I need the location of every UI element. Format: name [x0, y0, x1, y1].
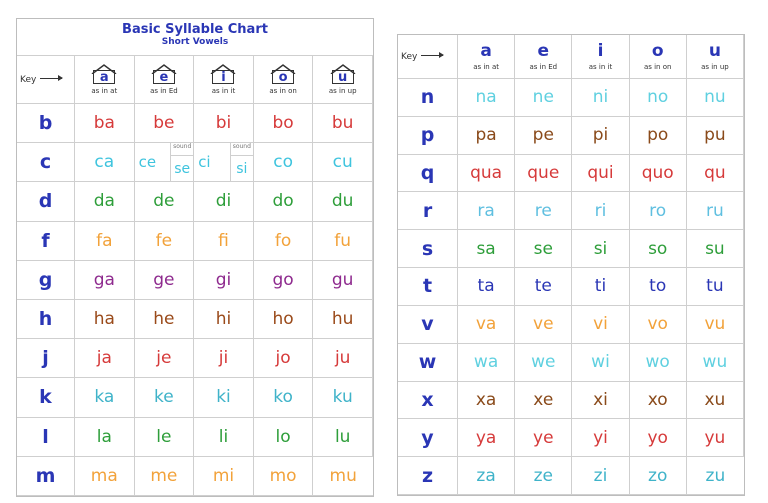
consonant-s: s	[398, 230, 458, 268]
syllable-cell	[135, 457, 195, 496]
consonant-g: g	[17, 261, 75, 300]
syllable-cell	[687, 306, 744, 344]
syllable-text: co	[273, 152, 293, 173]
syllable-cell	[254, 222, 314, 261]
syllable-text: te	[534, 276, 552, 297]
syllable-cell	[515, 268, 572, 306]
syllable-text: ba	[93, 113, 115, 134]
syllable-cell	[135, 222, 195, 261]
consonant-n: n	[398, 79, 458, 117]
chart-subtitle: Short Vowels	[161, 37, 229, 47]
vowel-header-e	[515, 35, 572, 79]
syllable-text: wo	[645, 352, 670, 373]
consonant-q: q	[398, 155, 458, 193]
syllable-cell	[630, 457, 687, 495]
syllable-cell	[687, 457, 744, 495]
syllable-cell	[194, 182, 254, 221]
syllable-text: pa	[475, 125, 497, 146]
syllable-cell	[687, 344, 744, 382]
syllable-text: ge	[153, 269, 175, 290]
syllable-cell	[254, 143, 314, 182]
syllable-text: se	[533, 238, 553, 259]
syllable-cell	[313, 378, 373, 417]
syllable-text: su	[705, 238, 725, 259]
syllable-cell	[515, 230, 572, 268]
syllable-text: za	[476, 465, 496, 486]
syllable-cell	[687, 192, 744, 230]
vowel-example: as in up	[701, 62, 729, 71]
syllable-text: fi	[218, 230, 229, 251]
vowel-letter: u	[708, 40, 721, 61]
syllable-cell	[313, 457, 373, 496]
syllable-cell	[135, 182, 195, 221]
syllable-text: gu	[331, 269, 354, 290]
syllable-text: que	[527, 163, 560, 184]
syllable-text: yo	[647, 427, 668, 448]
syllable-cell	[630, 155, 687, 193]
right-grid	[398, 35, 744, 495]
syllable-cell	[313, 222, 373, 261]
syllable-text: bi	[215, 113, 232, 134]
syllable-cell	[313, 261, 373, 300]
syllable-cell	[630, 382, 687, 420]
vowel-header-a	[458, 35, 515, 79]
syllable-text: he	[153, 309, 175, 330]
syllable-cell	[313, 300, 373, 339]
syllable-text: xo	[647, 389, 668, 410]
syllable-text: pe	[532, 125, 554, 146]
syllable-text: be	[153, 113, 175, 134]
syllable-text: go	[272, 269, 294, 290]
syllable-cell	[313, 339, 373, 378]
vowel-example: as in at	[91, 87, 118, 95]
consonant-x: x	[398, 382, 458, 420]
syllable-cell	[687, 79, 744, 117]
vowel-header-i	[194, 56, 254, 104]
syllable-cell	[75, 182, 135, 221]
syllable-cell	[135, 378, 195, 417]
syllable-cell	[75, 261, 135, 300]
syllable-text: va	[475, 314, 497, 335]
syllable-text: ru	[706, 200, 724, 221]
syllable-cell	[458, 79, 515, 117]
syllable-cell	[572, 419, 629, 457]
vowel-header-a	[75, 56, 135, 104]
syllable-text: ca	[94, 152, 115, 173]
syllable-text: yu	[704, 427, 726, 448]
syllable-cell	[254, 261, 314, 300]
syllable-cell	[630, 230, 687, 268]
syllable-text: je	[156, 348, 172, 369]
vowel-letter: i	[597, 40, 604, 61]
consonant-d: d	[17, 182, 75, 221]
vowel-letter: a	[480, 40, 492, 61]
syllable-text: quo	[641, 163, 674, 184]
vowel-example: as in it	[211, 87, 236, 95]
syllable-cell	[687, 419, 744, 457]
syllable-text: ga	[93, 269, 115, 290]
consonant-w: w	[398, 344, 458, 382]
syllable-text: ma	[90, 465, 118, 486]
vowel-example: as in on	[269, 87, 297, 95]
consonant-m: m	[17, 457, 75, 496]
vowel-example: as in up	[328, 87, 357, 95]
syllable-text: cu	[332, 152, 353, 173]
consonant-b: b	[17, 104, 75, 143]
sound-note: sound	[231, 143, 253, 156]
sound-alternative	[170, 143, 193, 181]
vowel-letter: a	[93, 70, 115, 84]
syllable-cell	[313, 182, 373, 221]
syllable-cell	[194, 261, 254, 300]
syllable-cell	[572, 306, 629, 344]
syllable-text: lo	[275, 426, 291, 447]
syllable-text: si	[593, 238, 608, 259]
syllable-cell	[254, 378, 314, 417]
vowel-example: as in Ed	[529, 62, 558, 71]
key-label	[398, 35, 458, 79]
syllable-text: to	[649, 276, 667, 297]
syllable-cell	[458, 457, 515, 495]
syllable-cell	[572, 457, 629, 495]
syllable-text: fo	[274, 230, 292, 251]
syllable-cell	[75, 222, 135, 261]
vowel-letter: i	[212, 70, 234, 84]
consonant-p: p	[398, 117, 458, 155]
arrow-icon	[40, 78, 62, 79]
vowel-example: as in on	[643, 62, 672, 71]
syllable-cell	[194, 300, 254, 339]
syllable-cell	[515, 192, 572, 230]
syllable-text: xe	[533, 389, 554, 410]
syllable-cell	[194, 378, 254, 417]
syllable-cell	[515, 155, 572, 193]
syllable-cell	[75, 339, 135, 378]
syllable-text: jo	[275, 348, 291, 369]
syllable-text: ho	[272, 309, 294, 330]
syllable-cell	[254, 418, 314, 457]
syllable-text: no	[647, 87, 669, 108]
syllable-cell	[572, 382, 629, 420]
syllable-text: ke	[154, 387, 174, 408]
key-text: Key	[401, 51, 418, 62]
syllable-text: wa	[473, 352, 499, 373]
left-grid	[17, 56, 373, 496]
vowel-header-u	[313, 56, 373, 104]
syllable-cell	[630, 192, 687, 230]
vowel-header-u	[687, 35, 744, 79]
syllable-cell	[135, 143, 195, 182]
syllable-text: zo	[648, 465, 668, 486]
syllable-text: ko	[273, 387, 293, 408]
syllable-text: hi	[215, 309, 232, 330]
syllable-cell	[458, 306, 515, 344]
syllable-cell	[194, 339, 254, 378]
syllable-text: ri	[594, 200, 607, 221]
syllable-text: lu	[334, 426, 351, 447]
syllable-text: yi	[593, 427, 608, 448]
syllable-text: gi	[215, 269, 232, 290]
syllable-cell	[135, 261, 195, 300]
consonant-f: f	[17, 222, 75, 261]
syllable-text: li	[218, 426, 229, 447]
syllable-text: we	[531, 352, 556, 373]
syllable-cell	[458, 155, 515, 193]
syllable-text: bo	[272, 113, 294, 134]
syllable-text: ju	[334, 348, 351, 369]
house-icon	[270, 64, 296, 84]
syllable-cell	[458, 268, 515, 306]
vowel-example: as in at	[473, 62, 499, 71]
syllable-text: wu	[702, 352, 728, 373]
syllable-text: mo	[269, 465, 297, 486]
syllable-text: po	[647, 125, 669, 146]
syllable-cell	[254, 457, 314, 496]
syllable-text: hu	[331, 309, 354, 330]
syllable-split	[194, 143, 253, 181]
syllable-text: de	[153, 191, 175, 212]
syllable-text: xi	[593, 389, 608, 410]
syllable-cell	[254, 104, 314, 143]
vowel-header-i	[572, 35, 629, 79]
house-icon	[330, 64, 356, 84]
alt-syllable-text: si	[236, 160, 248, 177]
syllable-text: so	[648, 238, 668, 259]
syllable-split	[135, 143, 194, 181]
syllable-cell	[75, 104, 135, 143]
vowel-example: as in Ed	[150, 87, 178, 95]
syllable-text: ki	[216, 387, 231, 408]
consonant-y: y	[398, 419, 458, 457]
syllable-text: vi	[593, 314, 608, 335]
syllable-cell	[458, 419, 515, 457]
syllable-cell	[572, 155, 629, 193]
syllable-text: ha	[93, 309, 115, 330]
syllable-text: ne	[532, 87, 554, 108]
syllable-text: du	[331, 191, 354, 212]
syllable-cell	[75, 457, 135, 496]
syllable-text: qu	[704, 163, 726, 184]
syllable-cell	[135, 300, 195, 339]
syllable-text: ce	[138, 153, 157, 172]
house-icon	[210, 64, 236, 84]
syllable-cell	[75, 300, 135, 339]
syllable-cell	[515, 306, 572, 344]
syllable-text: do	[272, 191, 294, 212]
syllable-text: fe	[155, 230, 173, 251]
syllable-cell	[194, 418, 254, 457]
consonant-l: l	[17, 418, 75, 457]
syllable-text: xu	[704, 389, 726, 410]
syllable-text: sa	[476, 238, 496, 259]
house-icon	[151, 64, 177, 84]
consonant-j: j	[17, 339, 75, 378]
syllable-text: ka	[94, 387, 115, 408]
vowel-letter: e	[537, 40, 550, 61]
syllable-cell	[572, 344, 629, 382]
vowel-letter: e	[153, 70, 175, 84]
syllable-cell	[254, 339, 314, 378]
house-icon	[91, 64, 117, 84]
syllable-cell	[687, 230, 744, 268]
syllable-cell	[687, 155, 744, 193]
syllable-text: mi	[212, 465, 235, 486]
syllable-cell	[313, 418, 373, 457]
chart-title: Basic Syllable Chart	[122, 22, 268, 37]
syllable-cell	[572, 192, 629, 230]
syllable-text: ni	[592, 87, 609, 108]
syllable-text: ti	[594, 276, 607, 297]
syllable-cell	[572, 230, 629, 268]
syllable-cell	[313, 104, 373, 143]
sound-note: sound	[171, 143, 193, 156]
syllable-cell	[313, 143, 373, 182]
syllable-cell	[630, 306, 687, 344]
syllable-cell	[75, 418, 135, 457]
syllable-text: mu	[329, 465, 357, 486]
syllable-text: wi	[591, 352, 610, 373]
syllable-text: pu	[704, 125, 726, 146]
key-text: Key	[20, 74, 37, 85]
syllable-text: ji	[218, 348, 229, 369]
syllable-cell	[135, 104, 195, 143]
syllable-cell	[135, 339, 195, 378]
syllable-cell	[630, 419, 687, 457]
consonant-t: t	[398, 268, 458, 306]
syllable-text: tu	[706, 276, 724, 297]
syllable-cell	[630, 79, 687, 117]
syllable-text: xa	[475, 389, 497, 410]
syllable-text: di	[215, 191, 232, 212]
syllable-cell	[194, 457, 254, 496]
syllable-text: na	[475, 87, 497, 108]
syllable-cell	[687, 117, 744, 155]
left-syllable-chart	[16, 18, 374, 497]
consonant-v: v	[398, 306, 458, 344]
syllable-cell	[135, 418, 195, 457]
vowel-letter: u	[332, 70, 354, 84]
consonant-z: z	[398, 457, 458, 495]
syllable-text: vo	[647, 314, 668, 335]
key-label	[17, 56, 75, 104]
vowel-header-e	[135, 56, 195, 104]
syllable-cell	[515, 79, 572, 117]
syllable-cell	[194, 222, 254, 261]
syllable-cell	[458, 192, 515, 230]
syllable-cell	[75, 143, 135, 182]
vowel-letter: o	[651, 40, 664, 61]
syllable-cell	[515, 382, 572, 420]
right-syllable-chart	[397, 34, 745, 496]
syllable-text: me	[150, 465, 178, 486]
syllable-cell	[254, 300, 314, 339]
syllable-text: bu	[331, 113, 354, 134]
syllable-cell	[630, 344, 687, 382]
consonant-h: h	[17, 300, 75, 339]
syllable-text: ze	[533, 465, 553, 486]
syllable-text: ci	[198, 153, 211, 172]
vowel-header-o	[254, 56, 314, 104]
syllable-text: ya	[475, 427, 497, 448]
syllable-text: vu	[704, 314, 726, 335]
syllable-cell	[515, 344, 572, 382]
consonant-r: r	[398, 192, 458, 230]
syllable-text: zi	[593, 465, 608, 486]
syllable-text: re	[534, 200, 552, 221]
chart-title-area	[17, 19, 373, 56]
syllable-cell	[458, 344, 515, 382]
syllable-cell	[572, 79, 629, 117]
syllable-text: ve	[533, 314, 554, 335]
syllable-text: la	[96, 426, 112, 447]
syllable-text: qua	[470, 163, 503, 184]
sound-alternative	[230, 143, 253, 181]
syllable-cell	[75, 378, 135, 417]
syllable-cell	[687, 268, 744, 306]
syllable-cell	[458, 382, 515, 420]
syllable-text: ra	[477, 200, 495, 221]
syllable-text: ta	[477, 276, 495, 297]
syllable-cell	[515, 117, 572, 155]
syllable-cell	[630, 268, 687, 306]
syllable-text: fa	[96, 230, 113, 251]
alt-syllable-text: se	[174, 160, 191, 177]
syllable-cell	[515, 457, 572, 495]
vowel-header-o	[630, 35, 687, 79]
arrow-icon	[421, 55, 443, 56]
syllable-text: da	[93, 191, 115, 212]
syllable-text: fu	[334, 230, 352, 251]
syllable-cell	[572, 117, 629, 155]
syllable-cell	[194, 143, 254, 182]
syllable-cell	[572, 268, 629, 306]
syllable-cell	[515, 419, 572, 457]
syllable-text: ro	[649, 200, 667, 221]
syllable-cell	[458, 230, 515, 268]
syllable-text: ja	[96, 348, 112, 369]
consonant-c: c	[17, 143, 75, 182]
syllable-cell	[687, 382, 744, 420]
syllable-text: pi	[592, 125, 609, 146]
syllable-cell	[630, 117, 687, 155]
vowel-letter: o	[272, 70, 294, 84]
syllable-text: nu	[704, 87, 726, 108]
syllable-cell	[254, 182, 314, 221]
consonant-k: k	[17, 378, 75, 417]
syllable-text: zu	[705, 465, 726, 486]
syllable-text: le	[156, 426, 172, 447]
syllable-cell	[458, 117, 515, 155]
syllable-text: ku	[332, 387, 353, 408]
syllable-cell	[194, 104, 254, 143]
syllable-text: ye	[533, 427, 554, 448]
syllable-text: qui	[587, 163, 614, 184]
vowel-example: as in it	[588, 62, 613, 71]
